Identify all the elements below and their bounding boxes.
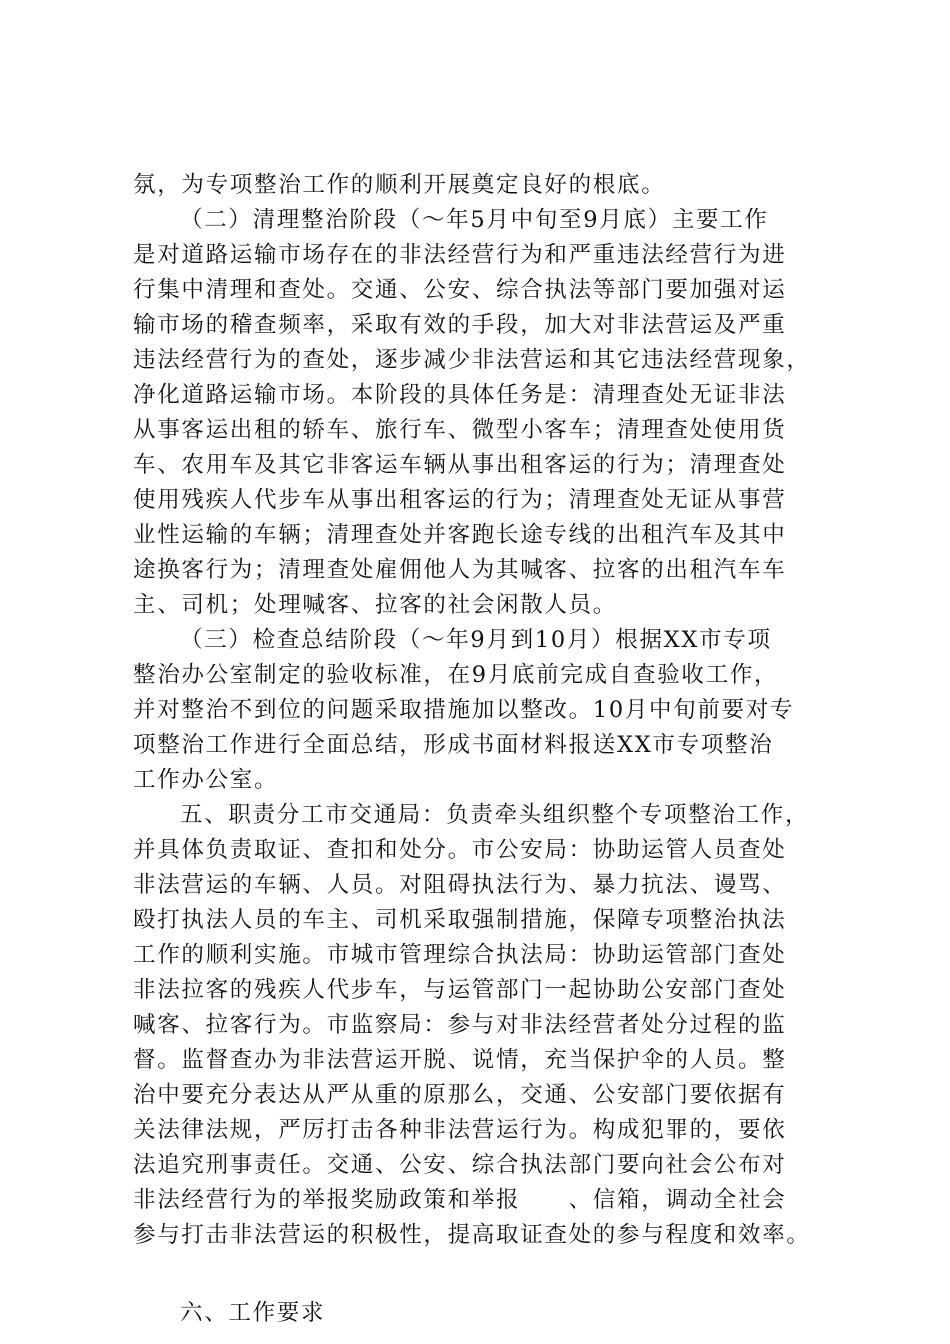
text-line: 并具体负责取证、查扣和处分。市公安局：协助运管人员查处 [133,837,787,863]
text-line: 车、农用车及其它非客运车辆从事出租客运的行为；清理查处 [133,452,787,478]
text-line: 净化道路运输市场。本阶段的具体任务是：清理查处无证非法 [133,382,787,408]
text-line: 治中要充分表达从严从重的原那么，交通、公安部门要依据有 [133,1082,787,1108]
text-line: 非法经营行为的举报奖励政策和举报 、信箱，调动全社会 [133,1187,787,1213]
text-line: 使用残疾人代步车从事出租客运的行为；清理查处无证从事营 [133,487,787,513]
text-line: 主、司机；处理喊客、拉客的社会闲散人员。 [133,592,618,618]
text-line: 项整治工作进行全面总结，形成书面材料报送XX市专项整治 [133,732,774,758]
text-line: 输市场的稽查频率，采取有效的手段，加大对非法营运及严重 [133,312,787,338]
section-6-heading: 六、工作要求 [180,1300,326,1326]
text-line: 是对道路运输市场存在的非法经营行为和严重违法经营行为进 [133,242,787,268]
text-line: 法追究刑事责任。交通、公安、综合执法部门要向社会公布对 [133,1152,787,1178]
text-line: 途换客行为；清理查处雇佣他人为其喊客、拉客的出租汽车车 [133,557,787,583]
text-line: 并对整治不到位的问题采取措施加以整改。10月中旬前要对专 [133,697,795,723]
text-line: 工作的顺利实施。市城市管理综合执法局：协助运管部门查处 [133,942,787,968]
text-line: 非法拉客的残疾人代步车，与运管部门一起协助公安部门查处 [133,977,787,1003]
section-5-heading-line: 五、职责分工市交通局：负责牵头组织整个专项整治工作， [180,802,810,828]
text-line: 违法经营行为的查处，逐步减少非法营运和其它违法经营现象， [133,347,811,373]
text-line: 工作办公室。 [133,767,279,793]
text-line: 殴打执法人员的车主、司机采取强制措施，保障专项整治执法 [133,907,787,933]
text-line: 喊客、拉客行为。市监察局：参与对非法经营者处分过程的监 [133,1012,787,1038]
section-2-heading-line: （二）清理整治阶段（～年5月中旬至9月底）主要工作 [180,207,769,233]
text-line: 督。监督查办为非法营运开脱、说情，充当保护伞的人员。整 [133,1047,787,1073]
text-line: 参与打击非法营运的积极性，提高取证查处的参与程度和效率。 [133,1222,811,1248]
text-line: 从事客运出租的轿车、旅行车、微型小客车；清理查处使用货 [133,417,787,443]
text-line: 行集中清理和查处。交通、公安、综合执法等部门要加强对运 [133,277,787,303]
text-line: 业性运输的车辆；清理查处并客跑长途专线的出租汽车及其中 [133,522,787,548]
text-line: 非法营运的车辆、人员。对阻碍执法行为、暴力抗法、谩骂、 [133,872,787,898]
text-line: 氛，为专项整治工作的顺利开展奠定良好的根底。 [133,172,666,198]
text-line: 关法律法规，严厉打击各种非法营运行为。构成犯罪的，要依 [133,1117,787,1143]
section-3-heading-line: （三）检查总结阶段（～年9月到10月）根据XX市专项 [180,627,772,653]
text-line: 整治办公室制定的验收标准，在9月底前完成自查验收工作， [133,662,779,688]
